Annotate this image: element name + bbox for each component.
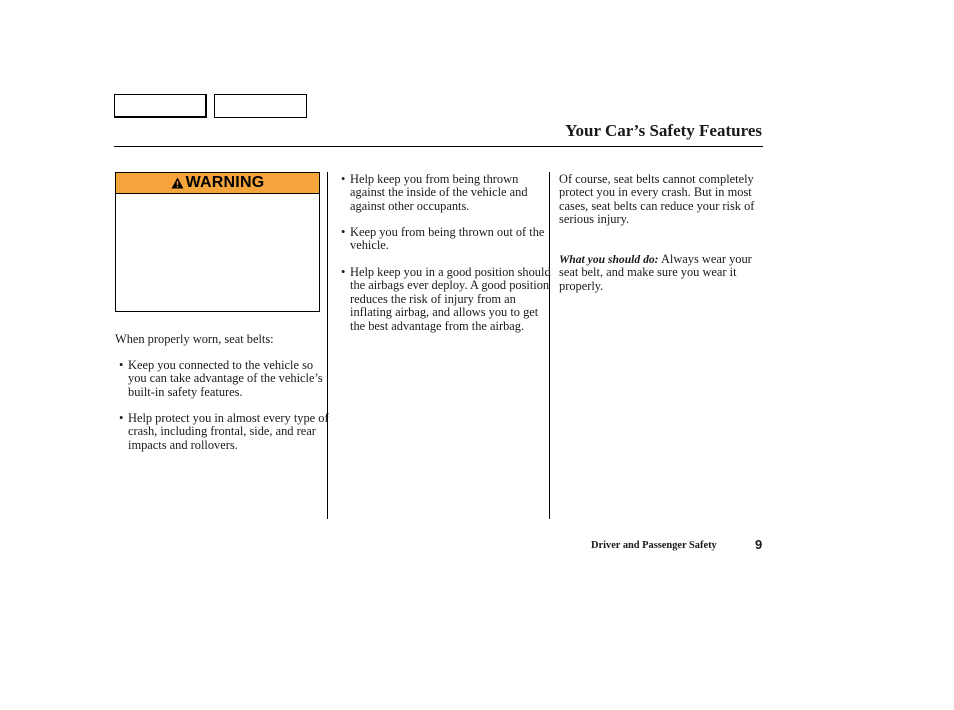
page-number: 9 (755, 537, 763, 552)
nav-tab-box-table-of-contents[interactable] (214, 94, 307, 118)
advice-lead-label: What you should do: (559, 253, 659, 266)
column1-bullet-2: • Help protect you in almost every type of crash, including frontal, side, and rear impacts and rollovers. (117, 412, 329, 452)
footer-section-label: Driver and Passenger Safety (591, 540, 717, 551)
column2-bullet-3: • Help keep you in a good position should the airbags ever deploy. A good position reduces the risk of injury from an inflating airbag, and allows you to get the best advantage from the airbag. (339, 266, 556, 333)
column1-bullet-1: • Keep you connected to the vehicle so you can take advantage of the vehicle’s built-in safety features. (117, 359, 329, 399)
column2-bullet-1: • Help keep you from being thrown against the inside of the vehicle and against other occupants. (339, 173, 556, 213)
warning-label: WARNING (185, 174, 265, 191)
warning-triangle-icon (171, 177, 184, 189)
column1-intro: When properly worn, seat belts: (115, 332, 274, 346)
column-divider-2 (549, 172, 550, 519)
column2-bullet-2: • Keep you from being thrown out of the vehicle. (339, 226, 556, 253)
warning-box (115, 172, 320, 312)
column3-advice (559, 253, 755, 293)
section-title: Your Car’s Safety Features (565, 121, 762, 140)
header-rule (114, 146, 763, 147)
nav-tab-box-main-menu[interactable] (114, 94, 207, 118)
column3-paragraph: Of course, seat belts cannot completely protect you in every crash. But in most cases, seat belts can reduce your risk of serious injury. (559, 172, 755, 227)
warning-header-bar (116, 173, 319, 194)
column-divider-1 (327, 172, 328, 519)
advice-text: Always wear your seat belt, and make sure you wear it properly. (559, 252, 752, 293)
